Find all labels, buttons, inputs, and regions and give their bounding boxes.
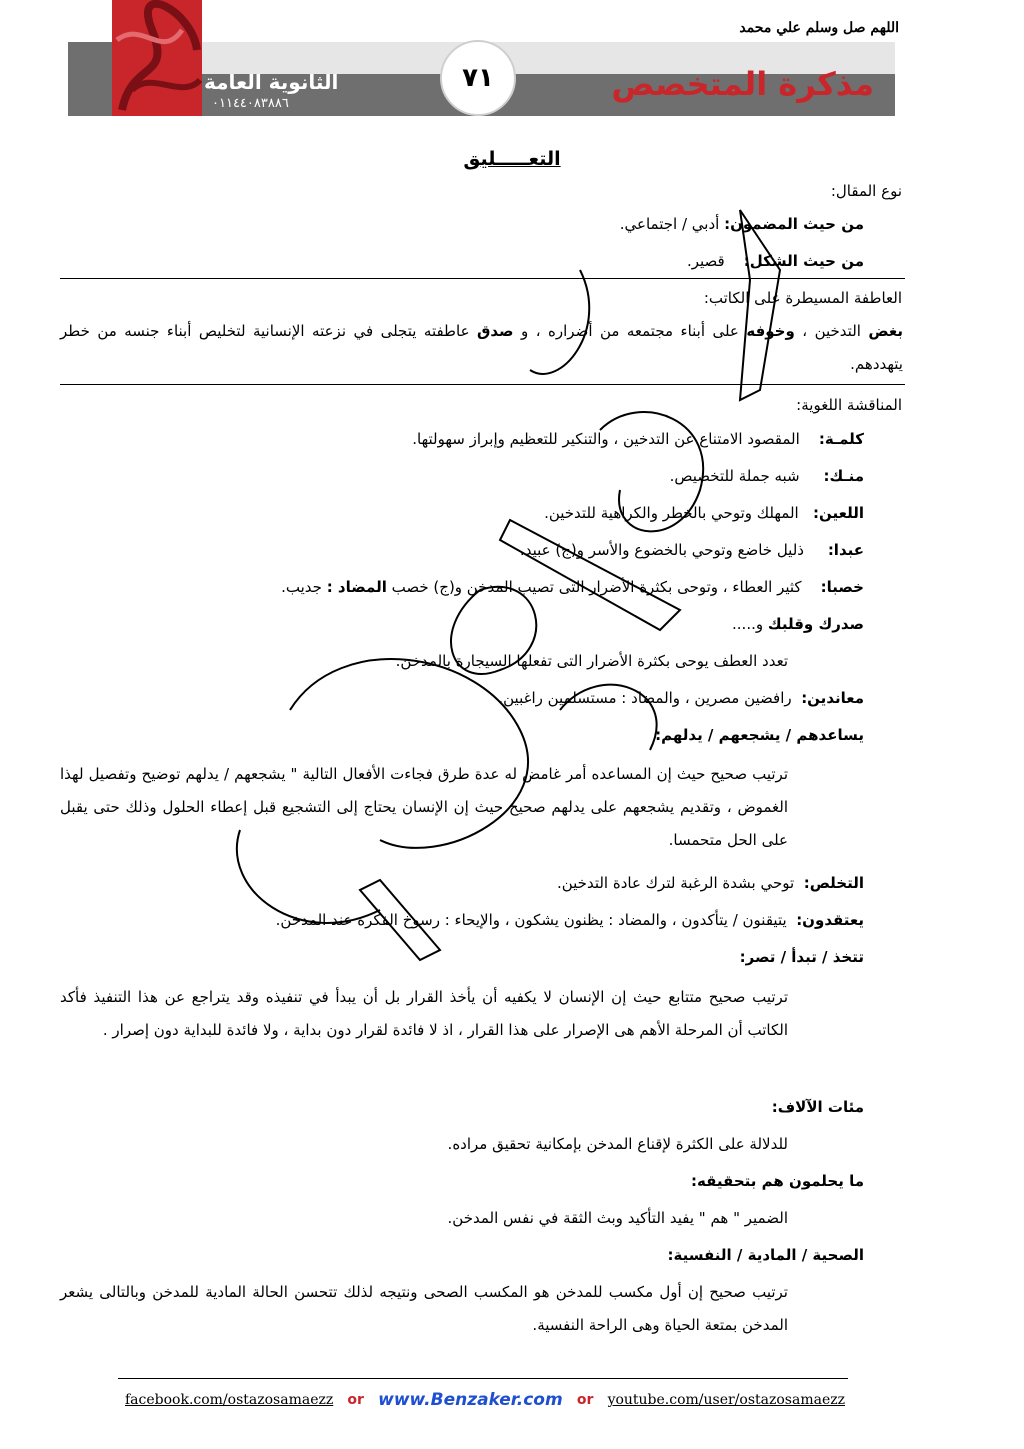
page-number-badge: ٧١: [440, 40, 516, 116]
emotion-word-hate: بغض: [868, 322, 903, 340]
emotion-word-fear: وخوفه: [746, 322, 795, 340]
entry-label: معاندين:: [801, 689, 864, 707]
entry-sihha-value: ترتيب صحيح إن أول مكسب للمدخن هو المكسب الصحى ونتيجه لذلك تتحسن الحالة المادية للمدخن وبالتالى يشعر المدخن بمتعة الحياة وهى الراحة النفسية.: [60, 1283, 788, 1334]
entry-sihha-label: [668, 1246, 865, 1264]
emotion-text-2: على أبناء مجتمعه من أضراره ، و: [513, 322, 747, 340]
entry-value: ذليل خاضع وتوحي بالخضوع والأسر و(ج) عبيد.: [519, 541, 804, 559]
footer-or: or: [347, 1392, 364, 1408]
website-link[interactable]: www.Benzaker.com: [378, 1390, 563, 1410]
article-form-label: من حيث الشكل:: [743, 252, 864, 270]
entry-yahlamun-value: الضمير " هم " يفيد التأكيد وبث الثقة في نفس المدخن.: [447, 1209, 788, 1227]
emotion-text-3: عاطفته يتجلى في نزعته الإنسانية لتخليص أبناء جنسه من خطر يتهددهم.: [60, 322, 903, 373]
entry-value: المهلك وتوحي بالخطر والكراهية للتدخين.: [544, 504, 799, 522]
entry-label: التخلص:: [803, 874, 864, 892]
article-content-label: من حيث المضمون:: [724, 215, 864, 233]
entry-label: الصحية / المادية / النفسية:: [667, 1246, 864, 1264]
article-content-value: أدبي / اجتماعي.: [619, 215, 720, 233]
entry-miat-value: للدلالة على الكثرة لإقناع المدخن بإمكانية تحقيق مراده.: [447, 1135, 788, 1153]
entry-yusaid-value: ترتيب صحيح حيث إن المساعده أمر غامض له عدة طرق فجاءت الأفعال التالية " يشجعهم / يدلهم توضيح وتفصيل لهذا الغموض ، وتقديم يشجعهم على يدلهم صحيح حيث إن الإنسان يحتاج إلى التشجيع قبل إعطاء الحلول وذلك حتى يقبل على الحل متحمسا.: [60, 765, 788, 849]
entry-value: رافضين مصرين ، والمضاد : مستسلمين راغبين.: [498, 689, 792, 707]
entry-value: يتيقنون / يتأكدون ، والمضاد : يظنون يشكون ، والإيحاء : رسوخ الفكرة عند المدخن.: [275, 911, 787, 929]
article-form-value: قصير.: [686, 252, 725, 270]
emotion-word-sincerity: صدق: [476, 322, 514, 340]
entry-suffix: و.....: [732, 615, 768, 633]
entry-label: كلمـة:: [818, 430, 864, 448]
brand-logo: [112, 0, 202, 116]
calligraphy-logo-icon: [112, 0, 202, 116]
article-type-heading: نوع المقال:: [830, 182, 902, 200]
youtube-link[interactable]: youtube.com/user/ostazosamaezz: [607, 1392, 845, 1408]
entry-value: كثير العطاء ، وتوحى بكثرة الأضرار التى تصيب المدخن و(ج) خصب: [386, 578, 802, 596]
school-name: الثانوية العامة: [204, 70, 339, 94]
entry-value: جديب.: [281, 578, 327, 596]
entry-label: مئات الآلاف:: [771, 1098, 864, 1116]
entry-value: توحي بشدة الرغبة لترك عادة التدخين.: [556, 874, 795, 892]
entry-label: ما يحلمون هم بتحقيقه:: [691, 1172, 864, 1190]
entry-label: تتخذ / تبدأ / تصر:: [739, 948, 864, 966]
footer: [125, 1390, 845, 1410]
entry-tattakhidh-value: ترتيب صحيح متتابع حيث إن الإنسان لا يكفيه أن يأخذ القرار بل أن يبدأ في تنفيذه وقد يتراجع عن هذا التنفيذ فأكد الكاتب أن المرحلة الأهم هى الإصرار على هذا القرار ، اذ لا فائدة لقرار دون بداية ، ولا فائدة للبداية دون إصرار .: [60, 988, 788, 1039]
entry-label: خصبا:: [820, 578, 864, 596]
brand-title: مذكرة المتخصص: [611, 65, 874, 103]
entry-label: يعتقدون:: [796, 911, 864, 929]
discussion-heading: المناقشة اللغوية:: [796, 396, 902, 414]
entry-label: صدرك وقلبك: [767, 615, 864, 633]
footer-divider: [118, 1378, 848, 1379]
entry-label: عبدا:: [827, 541, 864, 559]
entry-yahlamun-label: [691, 1172, 864, 1190]
entry-label: يساعدهم / يشجعهم / يدلهم:: [655, 726, 864, 744]
entry-sadr-value: تعدد العطف يوحى بكثرة الأضرار التى تفعلها السيجارة بالمدخن.: [395, 652, 788, 670]
entry-label: اللعين:: [813, 504, 864, 522]
header-dua: اللهم صل وسلم علي محمد: [739, 20, 899, 36]
watermark-signature: [180, 190, 840, 974]
entry-opposite-label: المضاد :: [326, 578, 387, 596]
entry-miat-label: [772, 1098, 864, 1116]
emotion-text-1: التدخين ،: [794, 322, 869, 340]
emotion-heading: العاطفة المسيطرة على الكاتب:: [703, 289, 902, 307]
page-title: التعـــــليق: [463, 148, 561, 170]
watermark-calligraphy-icon: [180, 190, 840, 970]
phone-number: ٠١١٤٤٠٨٣٨٨٦: [212, 96, 289, 111]
footer-or: or: [576, 1392, 594, 1408]
facebook-link[interactable]: facebook.com/ostazosamaezz: [125, 1392, 334, 1408]
entry-value: المقصود الامتناع عن التدخين ، والتنكير للتعظيم وإبراز سهولتها.: [412, 430, 800, 448]
entry-value: شبه جملة للتخصيص.: [669, 467, 800, 485]
entry-label: منـك:: [823, 467, 864, 485]
